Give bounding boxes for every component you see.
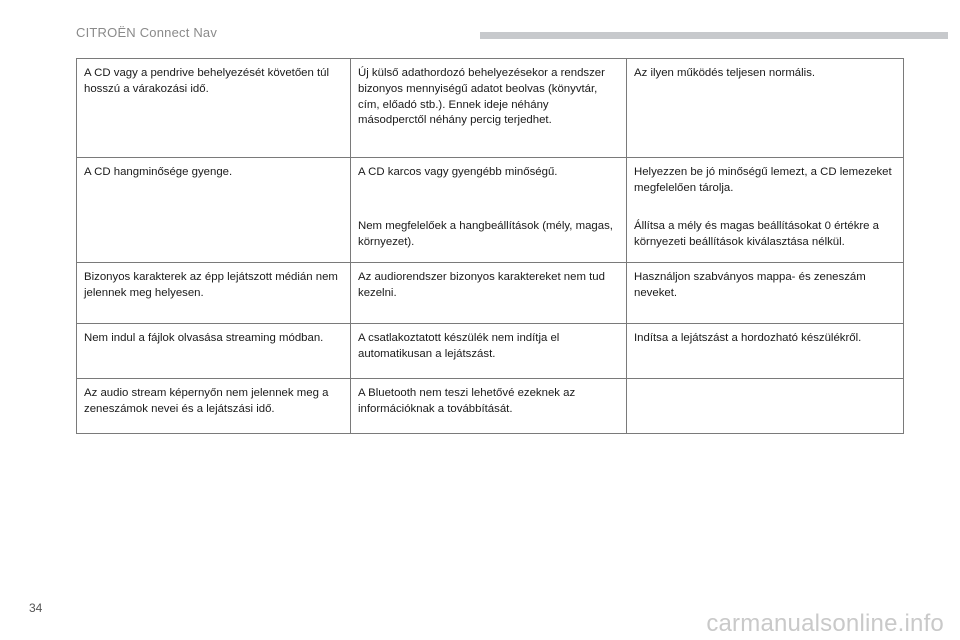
problem-cell: A CD hangminősége gyenge. [77,158,351,263]
troubleshooting-table [76,58,904,434]
table-row [77,379,904,434]
header-divider-bar [480,32,948,39]
table-row [77,59,904,158]
solution-cell: Helyezzen be jó minőségű lemezt, a CD lemezeket megfelelően tárolja. [627,158,904,213]
manual-section-title: CITROËN Connect Nav [76,25,218,40]
solution-cell: Indítsa a lejátszást a hordozható készülékről. [627,324,904,379]
cause-cell: Az audiorendszer bizonyos karaktereket nem tud kezelni. [351,263,627,324]
table-row [77,263,904,324]
cause-cell: A CD karcos vagy gyengébb minőségű. [351,158,627,213]
watermark: carmanualsonline.info [706,610,944,637]
table-row [77,158,904,213]
solution-cell: Állítsa a mély és magas beállításokat 0 értékre a környezeti beállítások kiválasztása nélkül. [627,212,904,263]
cause-cell: Új külső adathordozó behelyezésekor a rendszer bizonyos mennyiségű adatot beolvas (könyvtár, cím, előadó stb.). Ennek ideje néhány másodperctől néhány percig terjedhet. [351,59,627,158]
cause-cell: A Bluetooth nem teszi lehetővé ezeknek az információknak a továbbítását. [351,379,627,434]
solution-cell: Az ilyen működés teljesen normális. [627,59,904,158]
solution-cell: Használjon szabványos mappa- és zeneszám neveket. [627,263,904,324]
problem-cell: Az audio stream képernyőn nem jelennek meg a zeneszámok nevei és a lejátszási idő. [77,379,351,434]
cause-cell: Nem megfelelőek a hangbeállítások (mély, magas, környezet). [351,212,627,263]
table-row [77,324,904,379]
solution-cell [627,379,904,434]
problem-cell: Nem indul a fájlok olvasása streaming módban. [77,324,351,379]
problem-cell: A CD vagy a pendrive behelyezését követően túl hosszú a várakozási idő. [77,59,351,158]
page-number: 34 [29,601,43,615]
problem-cell: Bizonyos karakterek az épp lejátszott médián nem jelennek meg helyesen. [77,263,351,324]
cause-cell: A csatlakoztatott készülék nem indítja el automatikusan a lejátszást. [351,324,627,379]
